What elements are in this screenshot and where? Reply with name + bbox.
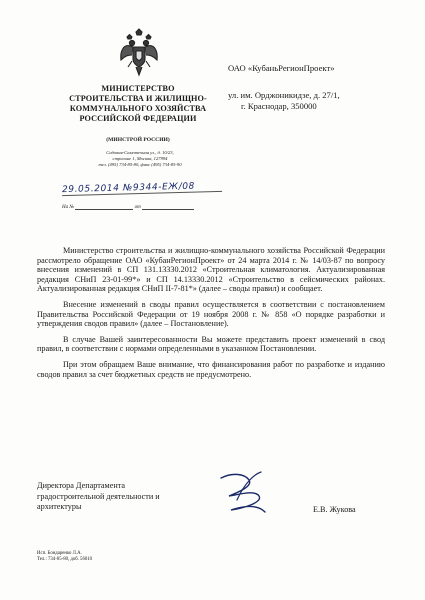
letter-body [37,246,385,385]
signatory-title-line: градостроительной деятельности и [37,491,160,501]
recipient-block [228,63,378,112]
ministry-name [58,84,218,124]
ministry-name-line: МИНИСТЕРСТВО [101,84,175,93]
body-paragraph: Министерство строительства и жилищно-коммунального хозяйства Российской Федерации рассмотрело обращение ОАО «КубанРегионПроект» от 24 марта 2014 г. № 14/03-87 по вопросу внесения изменений в СП 131.13330.2012 «Строительная климатология. Актуализированная редакция СНиП 23-01-99*» и СП 14.13330.2012 «Строительство в сейсмических районах. Актуализированная редакция СНиП II-7-81*» (далее – своды правил) и сообщает. [37,246,385,294]
signatory-title-line: Директора Департамента [37,481,126,490]
recipient-address-line: г. Краснодар, 350000 [241,101,317,111]
executor-phone: Тел.: 734-85-80, доб. 56010 [37,557,93,563]
reply-number-blank [75,204,133,210]
executor-name: Исп. Бондаренко Л.А. [37,551,82,556]
reply-date-blank [142,204,194,210]
recipient-organization: ОАО «КубаньРегионПроект» [228,63,335,73]
signatory-title-line: архитектуры [37,502,82,512]
ministry-address-line: строение 1, Москва, 127994 [112,156,168,162]
signatory-title [37,481,207,513]
body-paragraph: При этом обращаем Ваше внимание, что финансирования работ по разработке и изданию сводов правил за счет бюджетных средств не предусмотрено. [37,359,385,379]
ministry-address-line: Садовая-Самотечная ул., д. 10/23, [106,150,174,155]
reply-reference [62,204,212,210]
ministry-abbreviation: (МИНСТРОЙ РОССИИ) [106,137,170,143]
reply-number-label: На № [62,205,75,210]
reply-date-label: от [134,205,141,210]
executor-info [37,551,217,564]
recipient-address-line: ул. им. Орджоникидзе, д. 27/1, [228,90,340,100]
body-paragraph: В случае Вашей заинтересованности Вы можете представить проект изменений в свод правил, в соответствии с нормами определенными в указанном Постановлении. [37,334,385,354]
ministry-name-line: РОССИЙСКОЙ ФЕДЕРАЦИИ [79,114,197,123]
body-paragraph: Внесение изменений в своды правил осуществляется в соответствии с постановлением Правительства Российской Федерации от 19 ноября 2008 г. № 858 «О порядке разработки и утверждения сводов правил» (далее – Постановление). [37,299,385,329]
ministry-address-line: тел. (495) 734-85-80, факс (495) 734-85-90 [98,162,182,168]
handwritten-signature [215,470,275,518]
registration-number: 29.05.2014 №9344-ЕЖ/08 [62,181,222,196]
ministry-address [70,150,210,169]
ministry-name-line: КОММУНАЛЬНОГО ХОЗЯЙСТВА [69,104,207,113]
coat-of-arms-icon [119,28,159,78]
signatory-name: Е.В. Жукова [313,505,356,514]
ministry-name-line: СТРОИТЕЛЬСТВА И ЖИЛИЩНО- [69,94,207,103]
